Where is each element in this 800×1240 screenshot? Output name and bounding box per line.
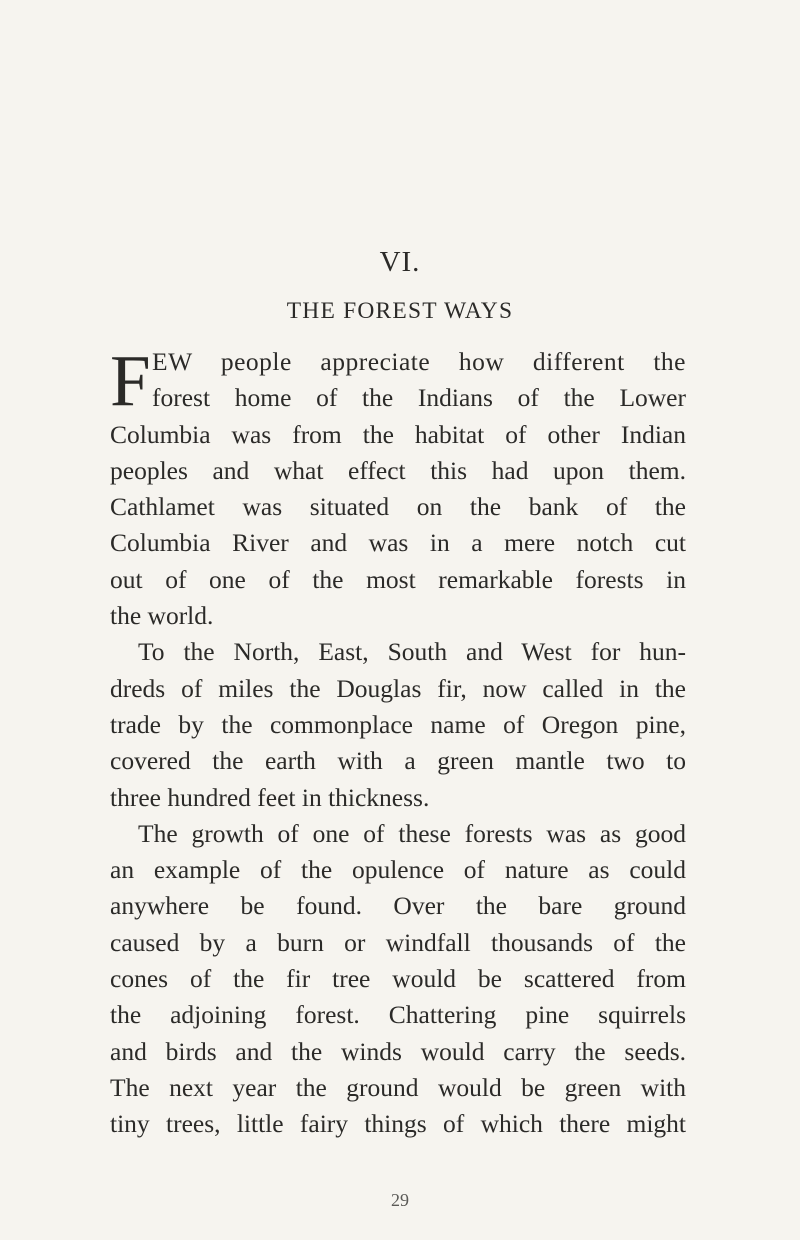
- chapter-title: THE FOREST WAYS: [286, 298, 514, 324]
- text-line: out of one of the most remarkable forests in: [110, 564, 686, 594]
- text-line: Columbia River and was in a mere notch cut: [110, 528, 686, 558]
- text-line: Cathlamet was situated on the bank of the: [110, 492, 686, 522]
- text-line: the adjoining forest. Chattering pine squirrels: [110, 1000, 686, 1030]
- first-line-text: EW people appreciate how different the: [152, 347, 686, 376]
- text-line: dreds of miles the Douglas fir, now called in the: [110, 673, 686, 703]
- text-line: To the North, East, South and West for hun-: [138, 637, 686, 667]
- text-line: The next year the ground would be green with: [110, 1072, 686, 1102]
- text-line: the world.: [110, 601, 214, 631]
- text-line: peoples and what effect this had upon them.: [110, 455, 686, 485]
- drop-cap: F: [110, 340, 151, 421]
- text-line: an example of the opulence of nature as could: [110, 855, 686, 885]
- text-line: and birds and the winds would carry the seeds.: [110, 1036, 686, 1066]
- text-line: cones of the fir tree would be scattered from: [110, 964, 686, 994]
- page-number: 29: [391, 1190, 409, 1210]
- chapter-number: VI.: [379, 246, 421, 278]
- text-line: trade by the commonplace name of Oregon pine,: [110, 709, 686, 739]
- text-line: three hundred feet in thickness.: [110, 782, 430, 812]
- text-line: covered the earth with a green mantle two to: [110, 746, 686, 776]
- text-line: Columbia was from the habitat of other Indian: [110, 419, 686, 449]
- text-line: The growth of one of these forests was as good: [138, 818, 686, 848]
- text-line: anywhere be found. Over the bare ground: [110, 891, 686, 921]
- body-text: [110, 340, 686, 1143]
- text-line: tiny trees, little fairy things of which there might: [110, 1109, 686, 1139]
- text-line: forest home of the Indians of the Lower: [152, 383, 686, 413]
- text-line: caused by a burn or windfall thousands of the: [110, 927, 686, 957]
